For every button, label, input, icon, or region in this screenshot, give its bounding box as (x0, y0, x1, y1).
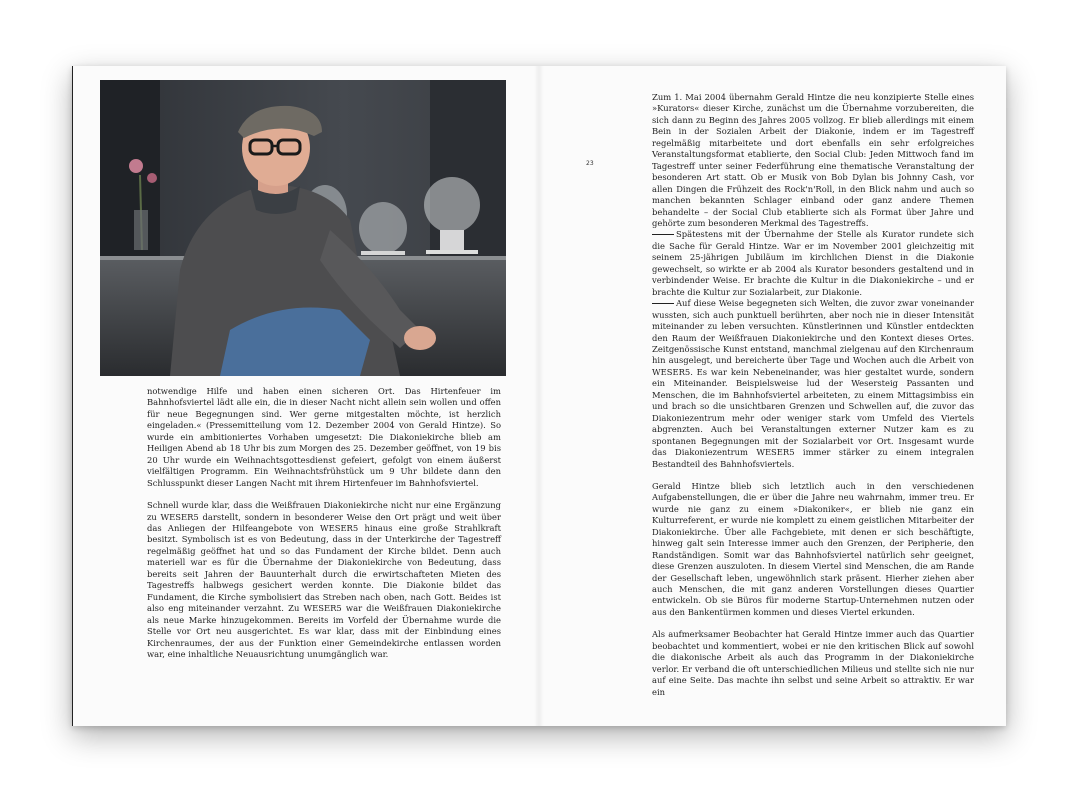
paragraph: Schnell wurde klar, dass die Weißfrauen Diakoniekirche nicht nur eine Ergänzung zu WESER5 darstellt, sondern in besonderer Weise den Ort prägt und weit über das Anliegen der Hilfeangebote von WESER5 hinaus eine große Strahlkraft besitzt. Symbolisch ist es von Bedeutung, dass in der Unterkirche der Tagestreff regelmäßig geöffnet hat und so das Fundament der Kirche bildet. Denn auch materiell war es für die Übernahme der Diakoniekirche von Bedeutung, dass bereits seit Jahren der Bauunterhalt durch die erwirtschafteten Mieten des Tagestreffs halbwegs gesichert werden konnte. Die Diakonie bildet das Fundament, die Kirche symbolisiert das Streben nach oben, nach Gott. Beides ist also eng miteinander verzahnt. Zu WESER5 war die Weißfrauen Diakoniekirche als neue Marke hinzugekommen. Bereits im Vorfeld der Übernahme wurde die Stelle vor Ort neu ausgerichtet. Es war klar, dass mit der Einbindung eines Kirchenraumes, der aus der Funktion einer Gemeindekirche entlassen worden war, eine inhaltliche Neuausrichtung unumgänglich war. (147, 500, 501, 659)
portrait-photo (100, 80, 506, 376)
page-number: 23 (586, 160, 594, 167)
indent-dash (652, 234, 674, 235)
paragraph: Gerald Hintze blieb sich letztlich auch in den verschiedenen Aufgabenstellungen, die er über die Jahre neu wahrnahm, immer treu. Er wurde nie ganz zu einem »Diakoniker«, er blieb nie ganz ein Kulturreferent, er wurde nie komplett zu einem geistlichen Mitarbeiter der Diakoniekirche. Über alle Fachgebiete, mit denen er sich beschäftigte, hinweg galt sein Interesse immer auch den Grenzen, der Peripherie, den Randständigen. Somit war das Bahnhofsviertel natürlich sehr geeignet, diese Grenzen auszuloten. In diesem Viertel sind Menschen, die am Rande der Gesellschaft leben, ungewöhnlich stark präsent. Hierher ziehen aber auch Menschen, die mit ganz anderen Vorstellungen dieses Quartier entwickeln. Ob sie Büros für moderne Startup-Unternehmen nutzen oder aus den Bankentürmen kommen und dieses Viertel erkunden. (652, 480, 974, 617)
paragraph (652, 229, 974, 298)
right-page (539, 66, 1006, 726)
book-spread (72, 66, 1006, 726)
left-page (72, 66, 540, 726)
indent-dash (652, 303, 674, 304)
paragraph (652, 298, 974, 470)
paragraph: notwendige Hilfe und haben einen sicheren Ort. Das Hirtenfeuer im Bahnhofsviertel lädt alle ein, die in dieser Nacht nicht allein sein wollen und offen für neue Begegnungen sind. Wer gerne mitgestalten möchte, ist herzlich eingeladen.« (Pressemitteilung vom 12. Dezember 2004 von Gerald Hintze). So wurde ein ambitioniertes Vorhaben umgesetzt: Die Diakoniekirche blieb am Heiligen Abend ab 18 Uhr bis zum Morgen des 25. Dezember geöffnet, von 19 bis 20 Uhr wurde ein Weihnachtsgottesdienst gefeiert, gefolgt von einem äußerst vielfältigen Programm. Ein Weihnachtsfrühstück um 9 Uhr bildete dann den Schlusspunkt dieser Langen Nacht mit ihrem Hirtenfeuer im Bahnhofsviertel. (147, 386, 501, 488)
paragraph (652, 92, 974, 229)
left-text-column (147, 386, 501, 671)
portrait-photo-image (100, 80, 506, 376)
paragraph-text: Spätestens mit der Übernahme der Stelle als Kurator rundete sich die Sache für Gerald Hintze. War er im November 2001 gleichzeitig mit seinem 25-jährigen Jubiläum im kirchlichen Dienst in die Diakonie gewechselt, so wirkte er ab 2004 als Kurator besonders gestaltend und in verbindender Weise. Er brachte die Kultur in die Diakoniekirche – und er brachte die Kultur zur Sozialarbeit, zur Diakonie. (652, 229, 974, 297)
right-text-column (652, 92, 974, 709)
paragraph-text: Auf diese Weise begegneten sich Welten, die zuvor zwar voneinander wussten, sich auch punktuell berührten, aber noch nie in dieser Intensität miteinander zu leben versuchten. Künstlerinnen und Künstler entdeckten den Raum der Weißfrauen Diakoniekirche und den Kontext dieses Ortes. Zeitgenössische Kunst entstand, manchmal zielgenau auf den Kirchenraum hin ausgelegt, und bereicherte über Tage und Wochen auch die Arbeit von WESER5. Es war kein Nebeneinander, was hier gestaltet wurde, sondern ein Miteinander. Beispielsweise lud der Wesersteig Passanten und Menschen, die im Bahnhofsviertel arbeiteten, zu einem Mittagsimbiss ein und brach so die unsichtbaren Grenzen und Schwellen auf, die zuvor das Diakoniezentrum mehr oder weniger stark vom Umfeld des Viertels abgrenzten. Auch bei Veranstaltungen externer Nutzer kam es zu spontanen Begegnungen mit der Sozialarbeit vor Ort. Insgesamt wurde das Diakoniezentrum WESER5 immer stärker zu einem integralen Bestandteil des Bahnhofsviertels. (652, 298, 974, 469)
paragraph: Als aufmerksamer Beobachter hat Gerald Hintze immer auch das Quartier beobachtet und kommentiert, wobei er nie den kritischen Blick auf sowohl die diakonische Arbeit als auch das Programm in der Diakoniekirche verlor. Er verband die oft unterschiedlichen Milieus und stellte sich nie nur auf eine Seite. Das machte ihn selbst und seine Arbeit so attraktiv. Er war ein (652, 629, 974, 697)
paragraph-text: Zum 1. Mai 2004 übernahm Gerald Hintze die neu konzipierte Stelle eines »Kurators« dieser Kirche, zunächst um die Übernahme vorzubereiten, die sich dann zu Beginn des Jahres 2005 vollzog. Er blieb allerdings mit einem Bein in der Sozialen Arbeit der Diakonie, indem er im Tagestreff regelmäßig mitarbeitete und dort ebenfalls ein sehr erfolgreiches Veranstaltungsformat etablierte, den Social Club: Jeden Mittwoch fand im Tagestreff unter seiner Federführung eine thematische Veranstaltung der besonderen Art statt. Ob er Musik von Bob Dylan bis Johnny Cash, vor allen Dingen die Frühzeit des Rock'n'Roll, in den Blick nahm und auch so manchen bekannten Schlager einband oder ganz andere Themen behandelte – der Social Club etablierte sich als Format über Jahre und gehörte zum besonderen Merkmal des Tagestreffs. (652, 92, 974, 228)
